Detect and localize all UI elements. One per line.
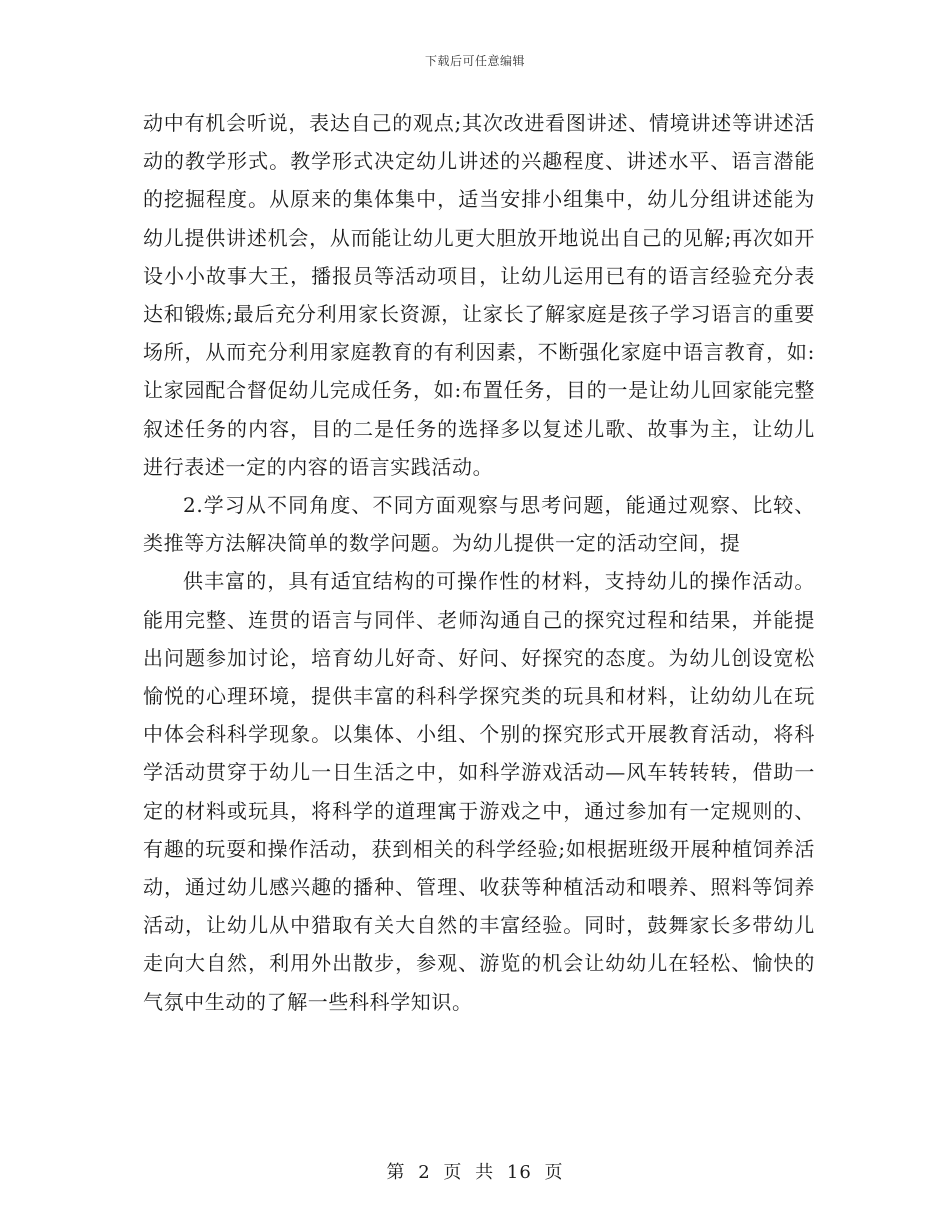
paragraph-language-activities: 动中有机会听说，表达自己的观点;其次改进看图讲述、情境讲述等讲述活动的教学形式。教学形式决定幼儿讲述的兴趣程度、讲述水平、语言潜能的挖掘程度。从原来的集体集中，适当安排小组集中，幼儿分组讲述能为幼儿提供讲述机会，从而能让幼儿更大胆放开地说出自己的见解;再次如开设小小故事大王，播报员等活动项目，让幼儿运用已有的语言经验充分表达和锻炼;最后充分利用家长资源，让家长了解家庭是孩子学习语言的重要场所，从而充分利用家庭教育的有利因素，不断强化家庭中语言教育，如:让家园配合督促幼儿完成任务，如:布置任务，目的一是让幼儿回家能完整叙述任务的内容，目的二是任务的选择多以复述儿歌、故事为主，让幼儿进行表述一定的内容的语言实践活动。 (143, 111, 815, 479)
page-header: 下载后可任意编辑 (424, 54, 525, 68)
total-page-count: 16 (506, 1162, 532, 1183)
current-page-number: 2 (418, 1162, 431, 1183)
page-number-footer (0, 1158, 950, 1184)
footer-page-word: 页 (443, 1162, 463, 1183)
footer-prefix: 第 (386, 1162, 406, 1183)
paragraph-science-exploration: 供丰富的，具有适宜结构的可操作性的材料，支持幼儿的操作活动。能用完整、连贯的语言与同伴、老师沟通自己的探究过程和结果，并能提出问题参加讨论，培育幼儿好奇、好问、好探究的态度。为幼儿创设宽松愉悦的心理环境，提供丰富的科科学探究类的玩具和材料，让幼幼儿在玩中体会科科学现象。以集体、小组、个别的探究形式开展教育活动，将科学活动贯穿于幼儿一日生活之中，如科学游戏活动—风车转转转，借助一定的材料或玩具，将科学的道理寓于游戏之中，通过参加有一定规则的、有趣的玩耍和操作活动，获到相关的科学经验;如根据班级开展种植饲养活动，通过幼儿感兴趣的播种、管理、收获等种植活动和喂养、照料等饲养活动，让幼儿从中猎取有关大自然的丰富经验。同时，鼓舞家长多带幼儿走向大自然，利用外出散步，参观、游览的机会让幼幼儿在轻松、愉快的气氛中生动的了解一些科科学知识。 (143, 569, 815, 1014)
paragraph-math-observation: 2.学习从不同角度、不同方面观察与思考问题，能通过观察、比较、类推等方法解决简单的数学问题。为幼儿提供一定的活动空间，提 (143, 493, 815, 556)
document-body (143, 104, 815, 1021)
footer-suffix: 页 (544, 1162, 564, 1183)
footer-total-word: 共 (475, 1162, 495, 1183)
